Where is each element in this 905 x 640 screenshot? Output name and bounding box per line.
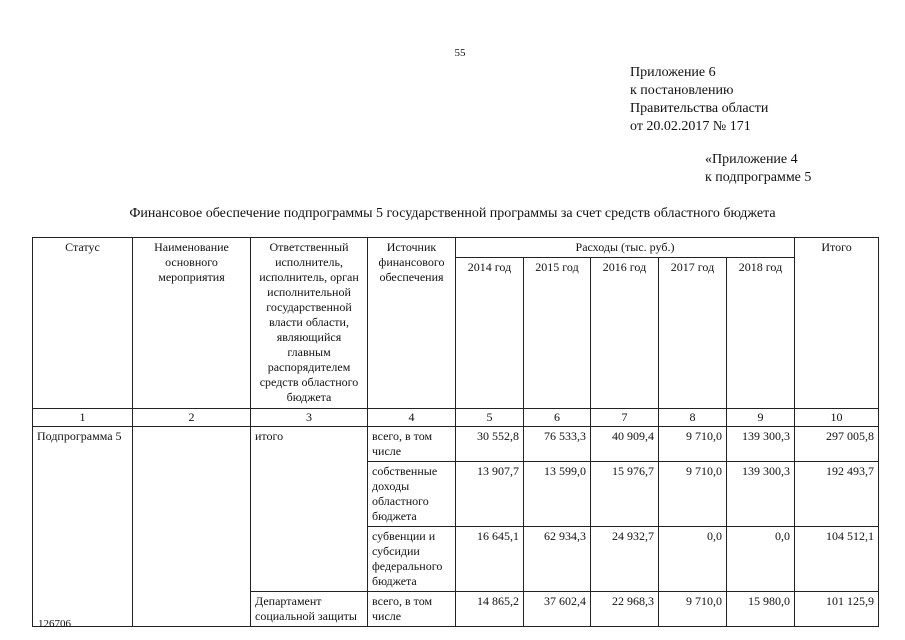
column-number: 8 xyxy=(659,409,727,427)
column-number: 3 xyxy=(251,409,368,427)
header-year: 2015 год xyxy=(524,258,591,409)
column-number: 2 xyxy=(133,409,251,427)
appendix-line: к постановлению xyxy=(630,83,734,98)
page-number: 55 xyxy=(454,47,466,59)
status-cell: Подпрограмма 5 xyxy=(33,427,133,627)
appendix-sub-line: «Приложение 4 xyxy=(705,152,798,167)
header-year: 2014 год xyxy=(456,258,524,409)
total-cell: 104 512,1 xyxy=(795,527,879,592)
value-cell: 0,0 xyxy=(659,527,727,592)
column-number: 4 xyxy=(368,409,456,427)
appendix-header xyxy=(630,64,768,136)
value-cell: 40 909,4 xyxy=(591,427,659,462)
total-cell: 192 493,7 xyxy=(795,462,879,527)
header-expenses: Расходы (тыс. руб.) xyxy=(456,238,795,258)
header-year: 2016 год xyxy=(591,258,659,409)
header-source: Источник финансового обеспечения xyxy=(368,238,456,409)
header-row xyxy=(33,238,879,258)
value-cell: 76 533,3 xyxy=(524,427,591,462)
source-cell: всего, в том числе xyxy=(368,592,456,627)
column-number: 1 xyxy=(33,409,133,427)
value-cell: 14 865,2 xyxy=(456,592,524,627)
appendix-line: от 20.02.2017 № 171 xyxy=(630,119,751,134)
table-row xyxy=(33,427,879,462)
value-cell: 9 710,0 xyxy=(659,427,727,462)
source-cell: собственные доходы областного бюджета xyxy=(368,462,456,527)
value-cell: 9 710,0 xyxy=(659,462,727,527)
financing-table xyxy=(32,237,879,627)
value-cell: 0,0 xyxy=(727,527,795,592)
appendix-sub-header xyxy=(705,151,811,187)
value-cell: 139 300,3 xyxy=(727,462,795,527)
column-number: 10 xyxy=(795,409,879,427)
header-year: 2018 год xyxy=(727,258,795,409)
value-cell: 13 599,0 xyxy=(524,462,591,527)
column-number: 7 xyxy=(591,409,659,427)
value-cell: 16 645,1 xyxy=(456,527,524,592)
responsible-cell: итого xyxy=(251,427,368,592)
value-cell: 62 934,3 xyxy=(524,527,591,592)
value-cell: 24 932,7 xyxy=(591,527,659,592)
value-cell: 22 968,3 xyxy=(591,592,659,627)
appendix-sub-line: к подпрограмме 5 xyxy=(705,170,812,185)
value-cell: 37 602,4 xyxy=(524,592,591,627)
measure-cell xyxy=(133,427,251,627)
column-number: 6 xyxy=(524,409,591,427)
appendix-line: Приложение 6 xyxy=(630,65,716,80)
responsible-cell: Департамент социальной защиты xyxy=(251,592,368,627)
column-number: 5 xyxy=(456,409,524,427)
value-cell: 9 710,0 xyxy=(659,592,727,627)
header-responsible: Ответственный исполнитель, исполнитель, орган исполнительной государственной власти области, являющийся главным распорядителем средств областного бюджета xyxy=(251,238,368,409)
value-cell: 13 907,7 xyxy=(456,462,524,527)
value-cell: 139 300,3 xyxy=(727,427,795,462)
source-cell: всего, в том числе xyxy=(368,427,456,462)
footer-code: 126706 xyxy=(38,618,71,630)
source-cell: субвенции и субсидии федерального бюджета xyxy=(368,527,456,592)
document-title: Финансовое обеспечение подпрограммы 5 государственной программы за счет средств областного бюджета xyxy=(129,206,776,221)
column-number-row xyxy=(33,409,879,427)
total-cell: 101 125,9 xyxy=(795,592,879,627)
appendix-line: Правительства области xyxy=(630,101,769,116)
header-status: Статус xyxy=(33,238,133,409)
value-cell: 15 976,7 xyxy=(591,462,659,527)
header-measure: Наименование основного мероприятия xyxy=(133,238,251,409)
header-year: 2017 год xyxy=(659,258,727,409)
column-number: 9 xyxy=(727,409,795,427)
header-total: Итого xyxy=(795,238,879,409)
value-cell: 30 552,8 xyxy=(456,427,524,462)
value-cell: 15 980,0 xyxy=(727,592,795,627)
total-cell: 297 005,8 xyxy=(795,427,879,462)
